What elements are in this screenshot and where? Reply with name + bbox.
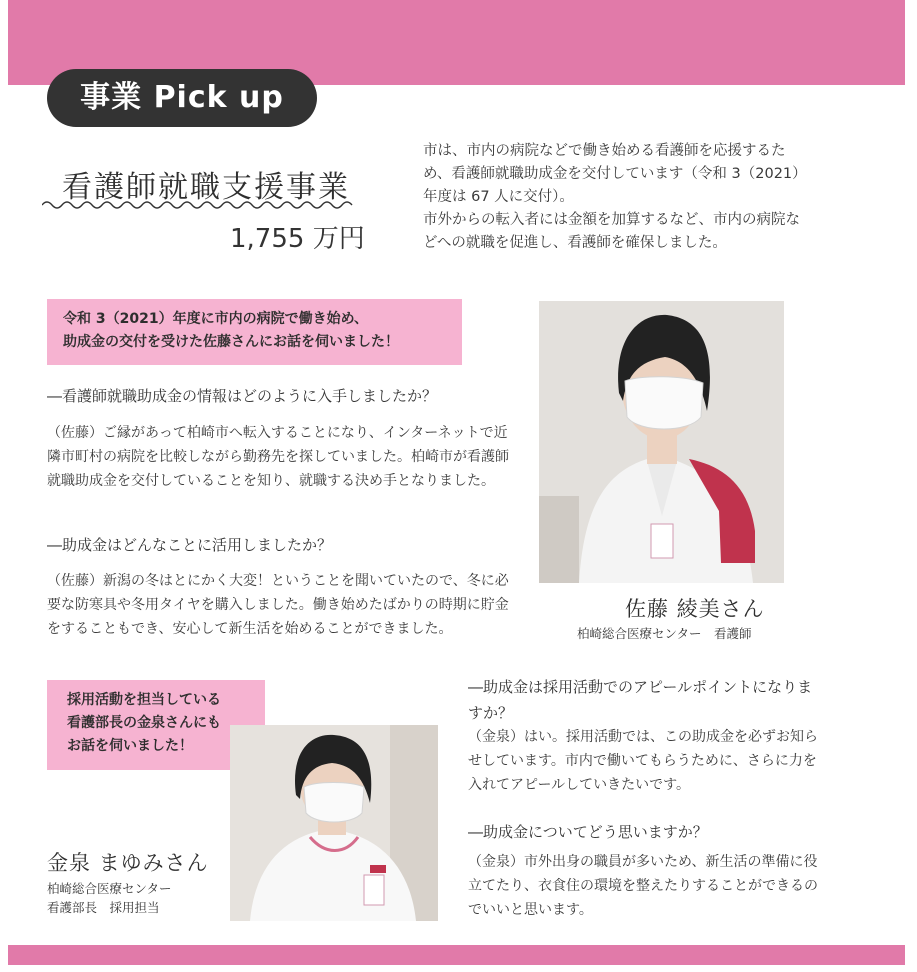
- program-description-p2: 市外からの転入者には金額を加算するなど、市内の病院などへの就職を促進し、看護師を確保しました。: [423, 212, 800, 251]
- wavy-underline: [42, 198, 360, 212]
- answer-2: （佐藤）新潟の冬はとにかく大変！ということを聞いていたので、冬に必要な防寒具や冬用タイヤを購入しました。働き始めたばかりの時期に貯金をすることもでき、安心して新生活を始めることができました。: [47, 573, 509, 637]
- bottom-pink-band: [8, 945, 905, 965]
- program-description-p1: 市は、市内の病院などで働き始める看護師を応援するため、看護師就職助成金を交付しています（令和 3（2021）年度は 67 人に交付）。: [423, 143, 807, 205]
- answer-1: （佐藤）ご縁があって柏崎市へ転入することになり、インターネットで近隣市町村の病院を比較しながら勤務先を探していました。柏崎市が看護師就職助成金を交付していることを知り、就職する決め手となりました。: [47, 425, 509, 489]
- head-nurse-photo: [230, 725, 438, 921]
- question-3: ―助成金は採用活動でのアピールポイントになりますか？: [468, 678, 813, 722]
- interview1-callout: [47, 299, 462, 365]
- interview2-callout-line2: 看護部長の金泉さんにも: [67, 715, 221, 731]
- person2-affiliation-line1: 柏崎総合医療センター: [47, 881, 172, 896]
- person2-name: 金泉 まゆみさん: [47, 851, 209, 875]
- question-2: ―助成金はどんなことに活用しましたか？: [47, 536, 333, 554]
- person2-affiliation-line2: 看護部長 採用担当: [47, 900, 160, 915]
- question-1: ―看護師就職助成金の情報はどのように入手しましたか？: [47, 387, 438, 405]
- answer-4: （金泉）市外出身の職員が多いため、新生活の準備に役立てたり、衣食住の環境を整えたりすることができるのでいいと思います。: [468, 854, 818, 918]
- nurse-photo: [539, 301, 784, 583]
- interview2-callout-line1: 採用活動を担当している: [67, 692, 221, 708]
- person1-affiliation: 柏崎総合医療センター 看護師: [577, 626, 752, 641]
- program-description: [423, 140, 809, 255]
- person1-name: 佐藤 綾美さん: [625, 597, 765, 621]
- person2-affiliation: [47, 879, 172, 917]
- question-4: ―助成金についてどう思いますか？: [468, 823, 708, 841]
- program-budget-amount: 1,755 万円: [230, 224, 365, 254]
- interview1-callout-line2: 助成金の交付を受けた佐藤さんにお話を伺いました！: [63, 334, 399, 350]
- program-title: 看護師就職支援事業: [62, 170, 350, 205]
- answer-3: （金泉）はい。採用活動では、この助成金を必ずお知らせしています。市内で働いてもらうために、さらに力を入れてアピールしていきたいです。: [468, 729, 818, 793]
- interview1-callout-line1: 令和 3（2021）年度に市内の病院で働き始め、: [63, 311, 369, 327]
- interview2-callout-line3: お話を伺いました！: [67, 738, 193, 754]
- section-label-pill: 事業 Pick up: [47, 69, 317, 127]
